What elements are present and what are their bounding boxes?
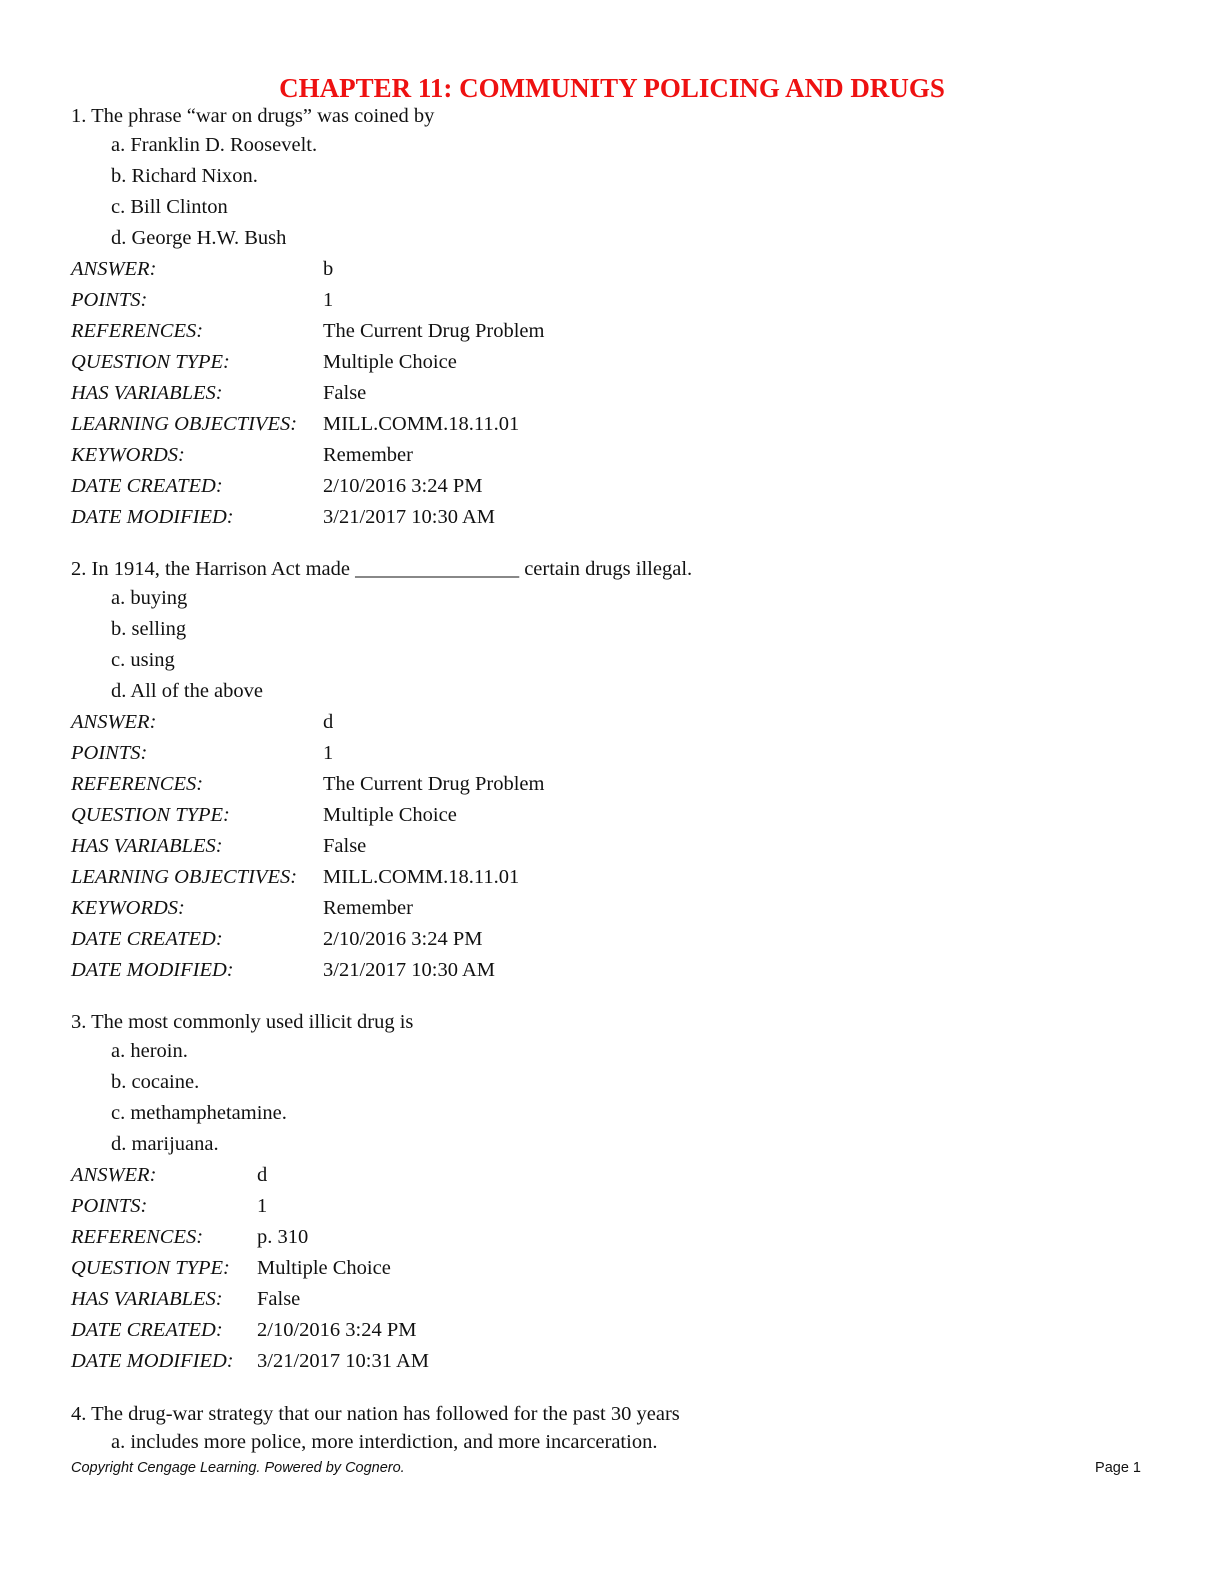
question-block	[71, 1400, 1171, 1456]
meta-key: DATE MODIFIED:	[71, 959, 234, 981]
copyright-text: Copyright Cengage Learning. Powered by Cognero.	[71, 1460, 405, 1476]
meta-key: REFERENCES:	[71, 773, 204, 795]
choice-item: a. buying	[111, 587, 188, 609]
meta-value: 3/21/2017 10:30 AM	[323, 506, 495, 528]
meta-value: 3/21/2017 10:31 AM	[257, 1350, 429, 1372]
question-stem: 1. The phrase “war on drugs” was coined by	[71, 105, 435, 127]
question-block	[71, 1008, 1171, 1377]
choice-item: d. All of the above	[111, 680, 264, 702]
choice-item: a. includes more police, more interdiction, and more incarceration.	[111, 1431, 658, 1453]
meta-value: 1	[323, 289, 334, 311]
meta-row	[71, 1160, 1171, 1191]
meta-key: POINTS:	[71, 742, 148, 764]
question-block	[71, 102, 1171, 533]
choice-item: d. marijuana.	[111, 1133, 219, 1155]
meta-row	[71, 409, 1171, 440]
choice-item: b. selling	[111, 618, 187, 640]
meta-row	[71, 862, 1171, 893]
meta-row	[71, 769, 1171, 800]
meta-row	[71, 440, 1171, 471]
meta-value: False	[257, 1288, 301, 1310]
question-stem: 2. In 1914, the Harrison Act made ________________ certain drugs illegal.	[71, 558, 693, 580]
meta-value: The Current Drug Problem	[323, 320, 545, 342]
meta-row	[71, 738, 1171, 769]
meta-key: HAS VARIABLES:	[71, 1288, 223, 1310]
meta-key: LEARNING OBJECTIVES:	[71, 413, 298, 435]
meta-value: b	[323, 258, 334, 280]
meta-value: d	[257, 1164, 268, 1186]
choice-item: a. Franklin D. Roosevelt.	[111, 134, 318, 156]
page-number: Page 1	[1095, 1460, 1141, 1476]
choice-item: d. George H.W. Bush	[111, 227, 287, 249]
meta-key: DATE CREATED:	[71, 475, 223, 497]
meta-row	[71, 1346, 1171, 1377]
choice-list	[71, 1036, 1171, 1160]
choice-item: c. Bill Clinton	[111, 196, 228, 218]
meta-value: d	[323, 711, 334, 733]
meta-row	[71, 316, 1171, 347]
meta-value: False	[323, 382, 367, 404]
question-stem: 4. The drug-war strategy that our nation has followed for the past 30 years	[71, 1403, 680, 1425]
meta-key: HAS VARIABLES:	[71, 835, 223, 857]
meta-row	[71, 378, 1171, 409]
meta-value: MILL.COMM.18.11.01	[323, 413, 520, 435]
meta-key: REFERENCES:	[71, 320, 204, 342]
meta-value: MILL.COMM.18.11.01	[323, 866, 520, 888]
meta-key: ANSWER:	[71, 258, 157, 280]
question-metadata	[71, 254, 1171, 533]
meta-row	[71, 707, 1171, 738]
meta-key: QUESTION TYPE:	[71, 1257, 230, 1279]
choice-list	[71, 583, 1171, 707]
choice-item: a. heroin.	[111, 1040, 188, 1062]
meta-value: Multiple Choice	[323, 351, 457, 373]
meta-key: QUESTION TYPE:	[71, 804, 230, 826]
meta-value: Remember	[323, 444, 413, 466]
meta-row	[71, 1253, 1171, 1284]
meta-row	[71, 1284, 1171, 1315]
meta-key: DATE MODIFIED:	[71, 1350, 234, 1372]
meta-value: Multiple Choice	[257, 1257, 391, 1279]
meta-row	[71, 471, 1171, 502]
meta-value: Multiple Choice	[323, 804, 457, 826]
meta-value: The Current Drug Problem	[323, 773, 545, 795]
meta-row	[71, 1315, 1171, 1346]
meta-row	[71, 254, 1171, 285]
meta-row	[71, 285, 1171, 316]
choice-item: b. cocaine.	[111, 1071, 200, 1093]
question-stem: 3. The most commonly used illicit drug is	[71, 1011, 414, 1033]
meta-key: DATE MODIFIED:	[71, 506, 234, 528]
chapter-title: CHAPTER 11: COMMUNITY POLICING AND DRUGS	[279, 73, 945, 103]
meta-row	[71, 955, 1171, 986]
meta-key: POINTS:	[71, 289, 148, 311]
question-metadata	[71, 707, 1171, 986]
meta-value: 1	[323, 742, 334, 764]
meta-key: POINTS:	[71, 1195, 148, 1217]
choice-item: c. using	[111, 649, 175, 671]
meta-row	[71, 800, 1171, 831]
meta-row	[71, 831, 1171, 862]
meta-row	[71, 893, 1171, 924]
meta-key: DATE CREATED:	[71, 928, 223, 950]
meta-row	[71, 1222, 1171, 1253]
meta-row	[71, 1191, 1171, 1222]
meta-row	[71, 502, 1171, 533]
choice-list	[71, 130, 1171, 254]
meta-key: QUESTION TYPE:	[71, 351, 230, 373]
meta-value: 3/21/2017 10:30 AM	[323, 959, 495, 981]
choice-item: c. methamphetamine.	[111, 1102, 287, 1124]
meta-key: ANSWER:	[71, 1164, 157, 1186]
meta-value: False	[323, 835, 367, 857]
choice-list	[71, 1428, 1171, 1456]
meta-value: 2/10/2016 3:24 PM	[257, 1319, 417, 1341]
question-block	[71, 555, 1171, 986]
meta-value: 2/10/2016 3:24 PM	[323, 928, 483, 950]
meta-row	[71, 924, 1171, 955]
meta-key: ANSWER:	[71, 711, 157, 733]
meta-key: LEARNING OBJECTIVES:	[71, 866, 298, 888]
meta-value: 2/10/2016 3:24 PM	[323, 475, 483, 497]
meta-key: HAS VARIABLES:	[71, 382, 223, 404]
meta-value: Remember	[323, 897, 413, 919]
meta-key: KEYWORDS:	[71, 444, 185, 466]
page-footer	[71, 1460, 1141, 1476]
meta-key: REFERENCES:	[71, 1226, 204, 1248]
meta-value: p. 310	[257, 1226, 309, 1248]
meta-row	[71, 347, 1171, 378]
meta-value: 1	[257, 1195, 268, 1217]
meta-key: DATE CREATED:	[71, 1319, 223, 1341]
question-metadata	[71, 1160, 1171, 1377]
choice-item: b. Richard Nixon.	[111, 165, 258, 187]
meta-key: KEYWORDS:	[71, 897, 185, 919]
